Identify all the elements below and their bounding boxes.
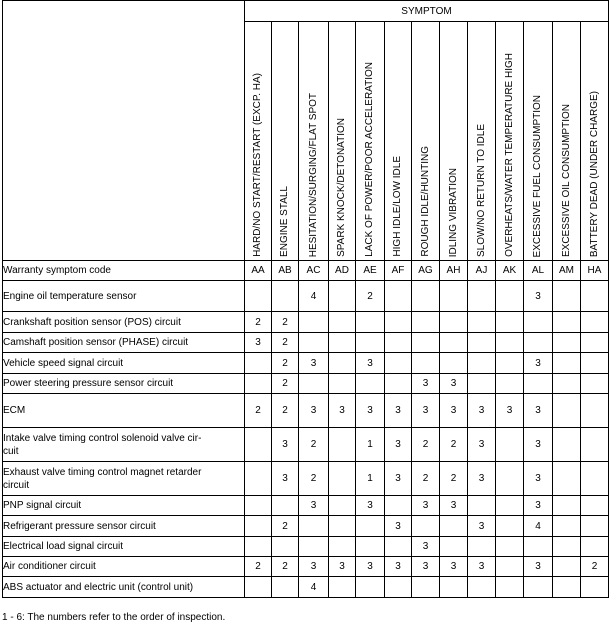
inspection-order-cell [468, 281, 496, 312]
inspection-order-cell [553, 496, 581, 516]
row-label-line: circuit [3, 479, 30, 491]
row-label-line: Vehicle speed signal circuit [3, 357, 124, 369]
inspection-order-cell: 3 [299, 496, 329, 516]
inspection-order-cell [496, 333, 524, 353]
table-row [3, 496, 609, 516]
inspection-order-cell: 3 [496, 394, 524, 428]
symptom-column-label: LACK OF POWER/POOR ACCELERATION [364, 62, 375, 257]
symptom-column-header [524, 22, 553, 261]
inspection-order-cell [299, 374, 329, 394]
inspection-order-cell [581, 353, 609, 374]
row-label-line: Exhaust valve timing control magnet retarder [3, 466, 202, 478]
inspection-order-cell: 3 [468, 557, 496, 577]
row-label [3, 516, 245, 537]
inspection-order-cell [385, 353, 412, 374]
warranty-code-cell: AJ [468, 261, 496, 281]
inspection-order-cell [496, 312, 524, 333]
inspection-order-cell: 3 [272, 462, 299, 496]
symptom-column-label: IDLING VIBRATION [447, 167, 459, 257]
inspection-order-cell [553, 557, 581, 577]
inspection-order-cell: 2 [299, 462, 329, 496]
inspection-order-cell [553, 394, 581, 428]
inspection-order-cell [245, 496, 272, 516]
row-label [3, 281, 245, 312]
inspection-order-cell [496, 496, 524, 516]
inspection-order-cell: 4 [299, 281, 329, 312]
symptom-column-header [581, 22, 609, 261]
inspection-order-cell [468, 312, 496, 333]
inspection-order-cell: 3 [468, 516, 496, 537]
inspection-order-cell [385, 312, 412, 333]
symptom-column-label: HESITATION/SURGING/FLAT SPOT [307, 92, 319, 257]
inspection-order-cell: 3 [524, 428, 553, 462]
inspection-order-cell [524, 577, 553, 598]
inspection-order-cell [553, 281, 581, 312]
inspection-order-cell [496, 516, 524, 537]
inspection-order-cell [496, 537, 524, 557]
inspection-order-cell [553, 333, 581, 353]
inspection-order-cell [299, 516, 329, 537]
row-label-line: Refrigerant pressure sensor circuit [3, 520, 156, 532]
row-label [3, 537, 245, 557]
inspection-order-cell [356, 333, 385, 353]
inspection-order-cell [496, 353, 524, 374]
row-label-line: Intake valve timing control solenoid valve cir- [3, 432, 202, 444]
row-label-line: cuit [3, 445, 19, 457]
corner-cell [3, 1, 245, 261]
inspection-order-cell [553, 516, 581, 537]
inspection-order-cell [385, 333, 412, 353]
symptom-column-label: ENGINE STALL [279, 186, 290, 257]
inspection-order-cell [581, 496, 609, 516]
inspection-order-cell [524, 333, 553, 353]
inspection-order-cell [329, 374, 356, 394]
inspection-order-cell [581, 394, 609, 428]
inspection-order-cell: 2 [356, 281, 385, 312]
inspection-order-cell: 3 [440, 374, 468, 394]
inspection-order-cell [468, 496, 496, 516]
symptom-column-label: EXCESSIVE FUEL CONSUMPTION [532, 94, 543, 257]
inspection-order-cell [581, 312, 609, 333]
inspection-order-cell [496, 374, 524, 394]
table-row [3, 462, 609, 496]
inspection-order-cell: 3 [385, 462, 412, 496]
inspection-order-cell [356, 516, 385, 537]
warranty-code-cell: AE [356, 261, 385, 281]
inspection-order-cell [329, 312, 356, 333]
symptom-column-header [553, 22, 581, 261]
inspection-order-cell [468, 374, 496, 394]
inspection-order-cell [581, 281, 609, 312]
row-label-line: Electrical load signal circuit [3, 541, 124, 552]
inspection-order-cell [245, 577, 272, 598]
row-label-line: PNP signal circuit [3, 500, 82, 511]
inspection-order-cell [385, 281, 412, 312]
inspection-order-cell: 3 [524, 557, 553, 577]
row-label-line: Air conditioner circuit [3, 561, 96, 572]
inspection-order-cell [385, 496, 412, 516]
inspection-order-cell [412, 312, 440, 333]
row-label [3, 428, 245, 462]
inspection-order-cell [553, 353, 581, 374]
inspection-order-cell [385, 537, 412, 557]
symptom-column-label: SPARK KNOCK/DETONATION [336, 118, 347, 257]
inspection-order-cell: 3 [440, 394, 468, 428]
inspection-order-cell: 3 [329, 394, 356, 428]
row-label [3, 496, 245, 516]
symptom-column-label: HIGH IDLE/LOW IDLE [392, 156, 403, 257]
inspection-order-cell: 3 [468, 462, 496, 496]
inspection-order-cell: 2 [272, 333, 299, 353]
inspection-order-cell [245, 537, 272, 557]
table-row [3, 577, 609, 598]
inspection-order-cell [581, 374, 609, 394]
inspection-order-cell [496, 577, 524, 598]
inspection-order-cell [468, 537, 496, 557]
inspection-order-cell [581, 537, 609, 557]
inspection-order-cell [356, 374, 385, 394]
inspection-order-cell: 3 [412, 374, 440, 394]
inspection-order-cell [245, 428, 272, 462]
symptom-column-header [412, 22, 440, 261]
row-label-line: Crankshaft position sensor (POS) circuit [3, 316, 181, 328]
inspection-order-cell [356, 577, 385, 598]
symptom-column-header [329, 22, 356, 261]
symptom-column-header [356, 22, 385, 261]
inspection-order-cell [329, 496, 356, 516]
inspection-order-cell [524, 537, 553, 557]
header-row-symptom [3, 1, 609, 22]
symptom-column-label: OVERHEATS/WATER TEMPERATURE HIGH [503, 53, 515, 257]
warranty-code-cell: AA [245, 261, 272, 281]
inspection-order-cell: 2 [412, 462, 440, 496]
inspection-order-cell [440, 281, 468, 312]
inspection-order-cell [329, 353, 356, 374]
row-label-line: ECM [3, 405, 26, 416]
inspection-order-cell: 3 [468, 394, 496, 428]
inspection-order-cell [385, 374, 412, 394]
table-row [3, 374, 609, 394]
inspection-order-cell: 3 [412, 557, 440, 577]
inspection-order-cell: 3 [356, 353, 385, 374]
inspection-order-cell [356, 537, 385, 557]
inspection-order-cell: 2 [245, 557, 272, 577]
row-label: Warranty symptom code [3, 261, 245, 281]
table-row [3, 516, 609, 537]
inspection-order-cell: 3 [272, 428, 299, 462]
inspection-order-cell [553, 312, 581, 333]
inspection-order-cell [496, 462, 524, 496]
warranty-code-cell: HA [581, 261, 609, 281]
inspection-order-cell: 3 [385, 394, 412, 428]
inspection-order-cell: 2 [272, 557, 299, 577]
inspection-order-cell: 3 [524, 353, 553, 374]
inspection-order-cell: 3 [524, 462, 553, 496]
inspection-order-cell: 2 [272, 312, 299, 333]
row-label-line: Power steering pressure sensor circuit [3, 378, 174, 389]
inspection-order-cell: 3 [356, 394, 385, 428]
inspection-order-cell: 2 [272, 353, 299, 374]
inspection-order-cell: 3 [245, 333, 272, 353]
inspection-order-cell: 3 [412, 496, 440, 516]
inspection-order-cell [581, 428, 609, 462]
inspection-order-cell [496, 428, 524, 462]
symptom-column-header [385, 22, 412, 261]
symptom-column-header [468, 22, 496, 261]
inspection-order-cell: 3 [524, 496, 553, 516]
inspection-order-cell: 3 [440, 496, 468, 516]
warranty-code-cell: AK [496, 261, 524, 281]
inspection-order-cell: 3 [385, 557, 412, 577]
row-label-line: ABS actuator and electric unit (control unit) [3, 581, 194, 593]
inspection-order-cell: 2 [299, 428, 329, 462]
inspection-order-cell: 3 [440, 557, 468, 577]
inspection-order-cell [581, 577, 609, 598]
table-row [3, 281, 609, 312]
inspection-order-cell [245, 281, 272, 312]
inspection-order-cell [245, 516, 272, 537]
inspection-order-cell: 1 [356, 428, 385, 462]
inspection-order-cell: 3 [299, 394, 329, 428]
warranty-code-row [3, 261, 609, 281]
symptom-column-label: EXCESSIVE OIL CONSUMPTION [560, 104, 572, 257]
symptom-column-header [299, 22, 329, 261]
symptom-header: SYMPTOM [245, 1, 609, 22]
inspection-order-cell: 2 [245, 312, 272, 333]
inspection-order-cell [272, 537, 299, 557]
symptom-column-header [440, 22, 468, 261]
symptom-column-label: ROUGH IDLE/HUNTING [419, 146, 431, 257]
table-row [3, 394, 609, 428]
inspection-order-cell [524, 374, 553, 394]
inspection-order-cell [412, 353, 440, 374]
inspection-order-cell [329, 516, 356, 537]
row-label [3, 374, 245, 394]
row-label [3, 462, 245, 496]
inspection-order-cell [440, 537, 468, 557]
symptom-column-label: SLOW/NO RETURN TO IDLE [475, 124, 487, 257]
inspection-order-cell: 4 [524, 516, 553, 537]
table-row [3, 353, 609, 374]
inspection-order-cell: 2 [412, 428, 440, 462]
inspection-order-cell [329, 428, 356, 462]
row-label [3, 333, 245, 353]
inspection-order-cell [524, 312, 553, 333]
inspection-order-cell [412, 281, 440, 312]
warranty-code-cell: AC [299, 261, 329, 281]
warranty-code-cell: AF [385, 261, 412, 281]
warranty-code-cell: AD [329, 261, 356, 281]
inspection-order-cell [412, 333, 440, 353]
inspection-order-cell: 3 [299, 353, 329, 374]
inspection-order-cell: 3 [385, 516, 412, 537]
inspection-order-cell: 3 [356, 496, 385, 516]
inspection-order-cell [581, 516, 609, 537]
inspection-order-cell: 3 [299, 557, 329, 577]
inspection-order-cell [468, 333, 496, 353]
inspection-order-cell [385, 577, 412, 598]
inspection-order-cell [468, 577, 496, 598]
inspection-order-cell: 3 [412, 394, 440, 428]
inspection-order-cell: 4 [299, 577, 329, 598]
inspection-order-cell [553, 374, 581, 394]
row-label [3, 577, 245, 598]
row-label-line: Camshaft position sensor (PHASE) circuit [3, 337, 189, 348]
symptom-column-header [496, 22, 524, 261]
inspection-order-cell [440, 577, 468, 598]
inspection-order-cell: 3 [329, 557, 356, 577]
inspection-order-cell: 3 [524, 281, 553, 312]
footnote: 1 - 6: The numbers refer to the order of inspection. [2, 612, 226, 623]
inspection-order-cell [496, 281, 524, 312]
row-label-line: Engine oil temperature sensor [3, 290, 137, 302]
inspection-order-cell [272, 496, 299, 516]
symptom-column-label: BATTERY DEAD (UNDER CHARGE) [588, 90, 600, 257]
inspection-order-cell [329, 577, 356, 598]
inspection-order-cell [553, 428, 581, 462]
warranty-code-cell: AH [440, 261, 468, 281]
inspection-order-cell [581, 462, 609, 496]
warranty-code-cell: AG [412, 261, 440, 281]
inspection-order-cell [329, 537, 356, 557]
inspection-order-cell [581, 333, 609, 353]
table-row [3, 428, 609, 462]
inspection-order-cell: 2 [272, 394, 299, 428]
inspection-order-cell: 2 [272, 516, 299, 537]
row-label [3, 353, 245, 374]
inspection-order-cell [412, 577, 440, 598]
inspection-order-cell: 3 [412, 537, 440, 557]
warranty-code-cell: AL [524, 261, 553, 281]
inspection-order-cell [329, 333, 356, 353]
table-row [3, 557, 609, 577]
inspection-order-cell [496, 557, 524, 577]
inspection-order-cell [329, 462, 356, 496]
inspection-order-cell: 2 [272, 374, 299, 394]
inspection-order-cell [356, 312, 385, 333]
row-label [3, 312, 245, 333]
inspection-order-cell [440, 353, 468, 374]
inspection-order-cell [553, 577, 581, 598]
inspection-order-cell: 3 [524, 394, 553, 428]
symptom-column-label: HARD/NO START/RESTART (EXCP. HA) [252, 73, 263, 257]
inspection-order-cell: 3 [468, 428, 496, 462]
inspection-order-cell [245, 374, 272, 394]
symptom-column-header [245, 22, 272, 261]
table-row [3, 537, 609, 557]
inspection-order-cell: 2 [581, 557, 609, 577]
inspection-order-cell: 2 [245, 394, 272, 428]
inspection-order-cell [245, 353, 272, 374]
inspection-order-cell [553, 537, 581, 557]
inspection-order-cell: 3 [385, 428, 412, 462]
inspection-order-cell: 2 [440, 428, 468, 462]
symptom-column-header [272, 22, 299, 261]
warranty-code-cell: AB [272, 261, 299, 281]
inspection-order-cell [440, 312, 468, 333]
inspection-order-cell [440, 333, 468, 353]
inspection-order-cell: 1 [356, 462, 385, 496]
inspection-order-cell [329, 281, 356, 312]
inspection-order-cell [272, 577, 299, 598]
row-label [3, 557, 245, 577]
inspection-order-cell [299, 312, 329, 333]
table-row [3, 312, 609, 333]
inspection-order-cell [272, 281, 299, 312]
inspection-order-cell [412, 516, 440, 537]
row-label [3, 394, 245, 428]
inspection-order-cell [440, 516, 468, 537]
table-row [3, 333, 609, 353]
inspection-order-cell [299, 537, 329, 557]
table-body [3, 261, 609, 598]
warranty-code-cell: AM [553, 261, 581, 281]
inspection-order-cell: 3 [356, 557, 385, 577]
inspection-order-cell [468, 353, 496, 374]
symptom-table [2, 0, 609, 598]
inspection-order-cell [299, 333, 329, 353]
inspection-order-cell [553, 462, 581, 496]
inspection-order-cell [245, 462, 272, 496]
inspection-order-cell: 2 [440, 462, 468, 496]
